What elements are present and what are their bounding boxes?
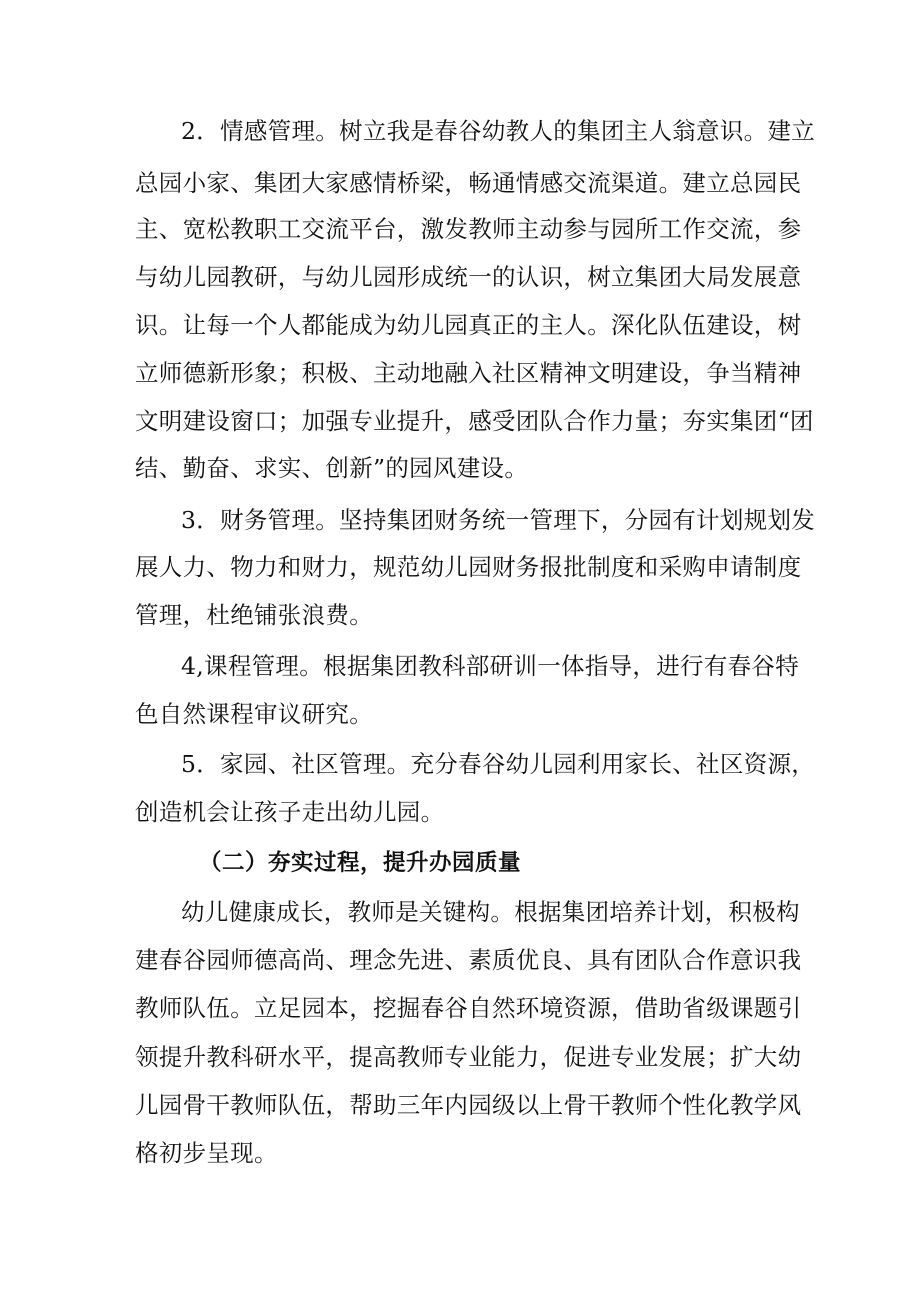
text-line: 主、宽松教职工交流平台，激发教师主动参与园所工作交流，参 — [135, 215, 802, 243]
text-line: 文明建设窗口；加强专业提升，感受团队合作力量；夯实集团“团 — [135, 407, 814, 435]
text-line: 领提升教科研水平，提高教师专业能力，促进专业发展；扩大幼 — [135, 1043, 802, 1071]
text-line: 识。让每一个人都能成为幼儿园真正的主人。深化队伍建设，树 — [135, 311, 802, 339]
text-line: 建春谷园师德高尚、理念先进、素质优良、具有团队合作意识我 — [135, 946, 802, 974]
text-line: 立师德新形象；积极、主动地融入社区精神文明建设，争当精神 — [135, 359, 802, 387]
text-line: 儿园骨干教师队伍，帮助三年内园级以上骨干教师个性化教学风 — [135, 1091, 802, 1119]
text-line: 色自然课程审议研究。 — [135, 700, 373, 728]
text-line: 总园小家、集团大家感情桥梁，畅通情感交流渠道。建立总园民 — [135, 169, 802, 197]
text-line: 创造机会让孩子走出幼儿园。 — [135, 798, 445, 826]
text-line: 2．情感管理。树立我是春谷幼教人的集团主人翁意识。建立 — [181, 117, 816, 145]
text-line: 格初步呈现。 — [135, 1139, 278, 1167]
section-heading: （二）夯实过程，提升办园质量 — [199, 850, 522, 876]
text-line: 4,课程管理。根据集团教科部研训一体指导，进行有春谷特 — [181, 652, 800, 680]
text-line: 展人力、物力和财力，规范幼儿园财务报批制度和采购申请制度 — [135, 553, 802, 581]
text-line: 管理，杜绝铺张浪费。 — [135, 601, 373, 629]
text-line: 与幼儿园教研，与幼儿园形成统一的认识，树立集团大局发展意 — [135, 263, 802, 291]
text-line: 5．家园、社区管理。充分春谷幼儿园利用家长、社区资源， — [181, 750, 816, 778]
text-line: 结、勤奋、求实、创新”的园风建设。 — [135, 454, 529, 482]
text-line: 3．财务管理。坚持集团财务统一管理下，分园有计划规划发 — [181, 506, 816, 534]
text-line: 教师队伍。立足园本，挖掘春谷自然环境资源，借助省级课题引 — [135, 994, 802, 1022]
text-line: 幼儿健康成长，教师是关键构。根据集团培养计划，积极构 — [181, 898, 800, 926]
